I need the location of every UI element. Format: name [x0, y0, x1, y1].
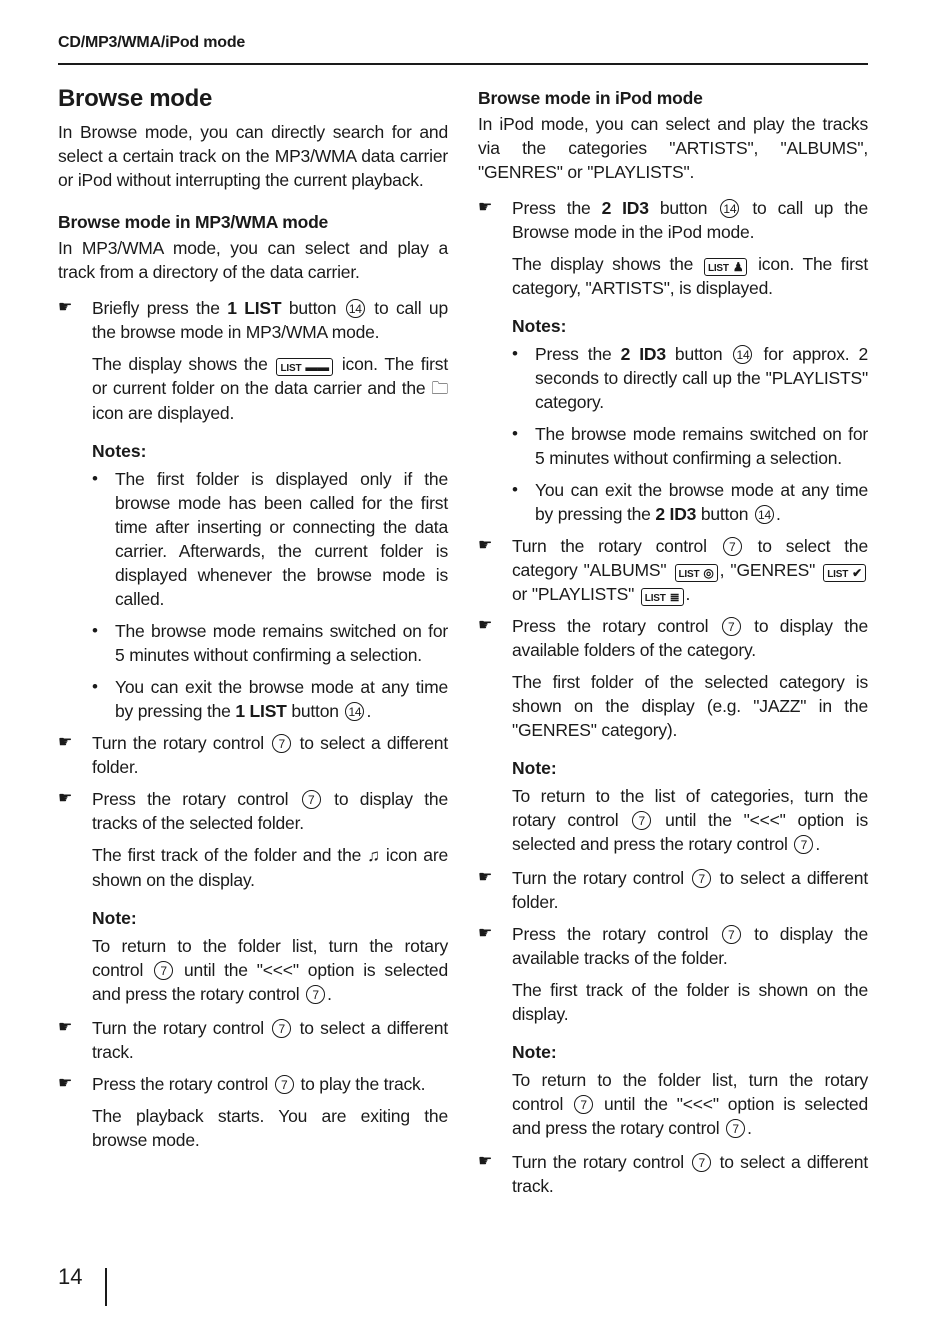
pointing-hand-icon: ☛ [58, 1019, 73, 1036]
section-intro-mp3: In MP3/WMA mode, you can select and play a track from a directory of the data carrier. [58, 238, 448, 282]
step-item: ☛ Turn the rotary control 7 to select a different folder. [58, 733, 448, 777]
list-folder-lcd-icon: LIST ▬▬ [276, 358, 332, 376]
step-result: The first track of the folder and the ♫ icon are shown on the display. [92, 845, 448, 890]
note-item: • The browse mode remains switched on for 5 minutes without confirming a selection. [512, 424, 868, 468]
pointing-hand-icon: ☛ [478, 537, 493, 554]
control-number-badge: 7 [574, 1095, 593, 1114]
control-number-badge: 7 [272, 734, 291, 753]
step-item: ☛ Turn the rotary control 7 to select a different track. [478, 1152, 868, 1196]
step-item: ☛ Briefly press the 1 LIST button 14 to call up the browse mode in MP3/WMA mode. [58, 298, 448, 342]
note-item: • Press the 2 ID3 button 14 for approx. 2 seconds to directly call up the "PLAYLISTS" category. [512, 344, 869, 412]
control-number-badge: 7 [306, 985, 325, 1004]
pointing-hand-icon: ☛ [478, 199, 493, 216]
pointing-hand-icon: ☛ [58, 299, 73, 316]
note-text: To return to the folder list, turn the rotary control 7 until the "<<<" option is selected and press the rotary control 7 . [92, 936, 448, 1004]
note-label: Note: [92, 908, 137, 928]
note-text: To return to the folder list, turn the rotary control 7 until the "<<<" option is selected and press the rotary control 7 . [512, 1070, 868, 1138]
control-number-badge: 14 [755, 505, 774, 524]
control-number-badge: 7 [723, 537, 742, 556]
pointing-hand-icon: ☛ [58, 790, 73, 807]
pointing-hand-icon: ☛ [478, 617, 493, 634]
list-album-lcd-icon: LIST ◎ [675, 564, 718, 582]
step-result: The first track of the folder is shown on the display. [512, 980, 868, 1024]
control-number-badge: 7 [726, 1119, 745, 1138]
note-text: To return to the list of categories, turn the rotary control 7 until the "<<<" option is selected and press the rotary control 7 . [512, 786, 868, 854]
note-item: • You can exit the browse mode at any time by pressing the 2 ID3 button 14 . [512, 480, 868, 524]
note-item: • You can exit the browse mode at any time by pressing the 1 LIST button 14 . [92, 677, 448, 721]
step-result: The playback starts. You are exiting the browse mode. [92, 1106, 448, 1150]
step-result: The display shows the LIST ▬▬ icon. The first or current folder on the data carrier and the 🗀 icon are displayed. [92, 354, 448, 423]
control-number-badge: 7 [275, 1075, 294, 1094]
control-number-badge: 14 [720, 199, 739, 218]
step-item: ☛ Press the rotary control 7 to display the tracks of the selected folder. [58, 789, 448, 833]
step-item: ☛ Turn the rotary control 7 to select a different folder. [478, 868, 868, 912]
pointing-hand-icon: ☛ [58, 1075, 73, 1092]
pointing-hand-icon: ☛ [58, 734, 73, 751]
music-note-icon: ♫ [367, 846, 380, 865]
note-label: Note: [512, 1042, 557, 1062]
note-label: Note: [512, 758, 557, 778]
section-heading-ipod: Browse mode in iPod mode [478, 88, 703, 108]
control-number-badge: 7 [692, 869, 711, 888]
page-header: CD/MP3/WMA/iPod mode [58, 34, 246, 51]
step-item: ☛ Turn the rotary control 7 to select the category "ALBUMS" LIST ◎ , "GENRES" LIST ✔ or "PLAYLISTS" LIST ≣ . [478, 536, 868, 604]
control-number-badge: 14 [346, 299, 365, 318]
note-item: • The browse mode remains switched on for 5 minutes without confirming a selection. [92, 621, 448, 665]
page-number: 14 [58, 1264, 83, 1289]
notes-label: Notes: [92, 441, 147, 461]
list-playlist-lcd-icon: LIST ≣ [641, 588, 684, 606]
step-item: ☛ Press the rotary control 7 to display the available folders of the category. [478, 616, 868, 660]
intro-paragraph: In Browse mode, you can directly search for and select a certain track on the MP3/WMA data carrier or iPod without interrupting the current playback. [58, 122, 448, 190]
list-genre-lcd-icon: LIST ✔ [823, 564, 866, 582]
control-number-badge: 7 [722, 617, 741, 636]
control-number-badge: 14 [733, 345, 752, 364]
list-artist-lcd-icon: LIST ♟ [704, 258, 747, 276]
step-item: ☛ Press the rotary control 7 to display the available tracks of the folder. [478, 924, 868, 968]
section-intro-ipod: In iPod mode, you can select and play the tracks via the categories "ARTISTS", "ALBUMS", "GENRES" or "PLAYLISTS". [478, 114, 868, 182]
step-result: The first folder of the selected category is shown on the display (e.g. "JAZZ" in the "GENRES" category). [512, 672, 868, 740]
control-number-badge: 7 [302, 790, 321, 809]
header-rule [58, 63, 868, 65]
pointing-hand-icon: ☛ [478, 925, 493, 942]
control-number-badge: 7 [632, 811, 651, 830]
section-heading-mp3: Browse mode in MP3/WMA mode [58, 212, 329, 232]
control-number-badge: 7 [794, 835, 813, 854]
note-item: • The first folder is displayed only if the browse mode has been called for the first time after inserting or connecting the data carrier. Afterwards, the current folder is displayed whenever the browse mode is called. [92, 469, 448, 609]
step-item: ☛ Turn the rotary control 7 to select a different track. [58, 1018, 448, 1062]
control-number-badge: 7 [692, 1153, 711, 1172]
step-item: ☛ Press the rotary control 7 to play the track. [58, 1074, 426, 1094]
pointing-hand-icon: ☛ [478, 869, 493, 886]
right-column [478, 86, 868, 1206]
left-column [58, 84, 448, 1162]
control-number-badge: 14 [345, 702, 364, 721]
page-number-divider [105, 1268, 107, 1306]
control-number-badge: 7 [154, 961, 173, 980]
control-number-badge: 7 [272, 1019, 291, 1038]
step-item: ☛ Press the 2 ID3 button 14 to call up the Browse mode in the iPod mode. [478, 198, 868, 242]
pointing-hand-icon: ☛ [478, 1153, 493, 1170]
folder-icon: 🗀 [431, 379, 448, 398]
step-result: The display shows the LIST ♟ icon. The first category, "ARTISTS", is displayed. [512, 254, 868, 298]
page-title: Browse mode [58, 85, 213, 112]
control-number-badge: 7 [722, 925, 741, 944]
notes-label: Notes: [512, 316, 567, 336]
